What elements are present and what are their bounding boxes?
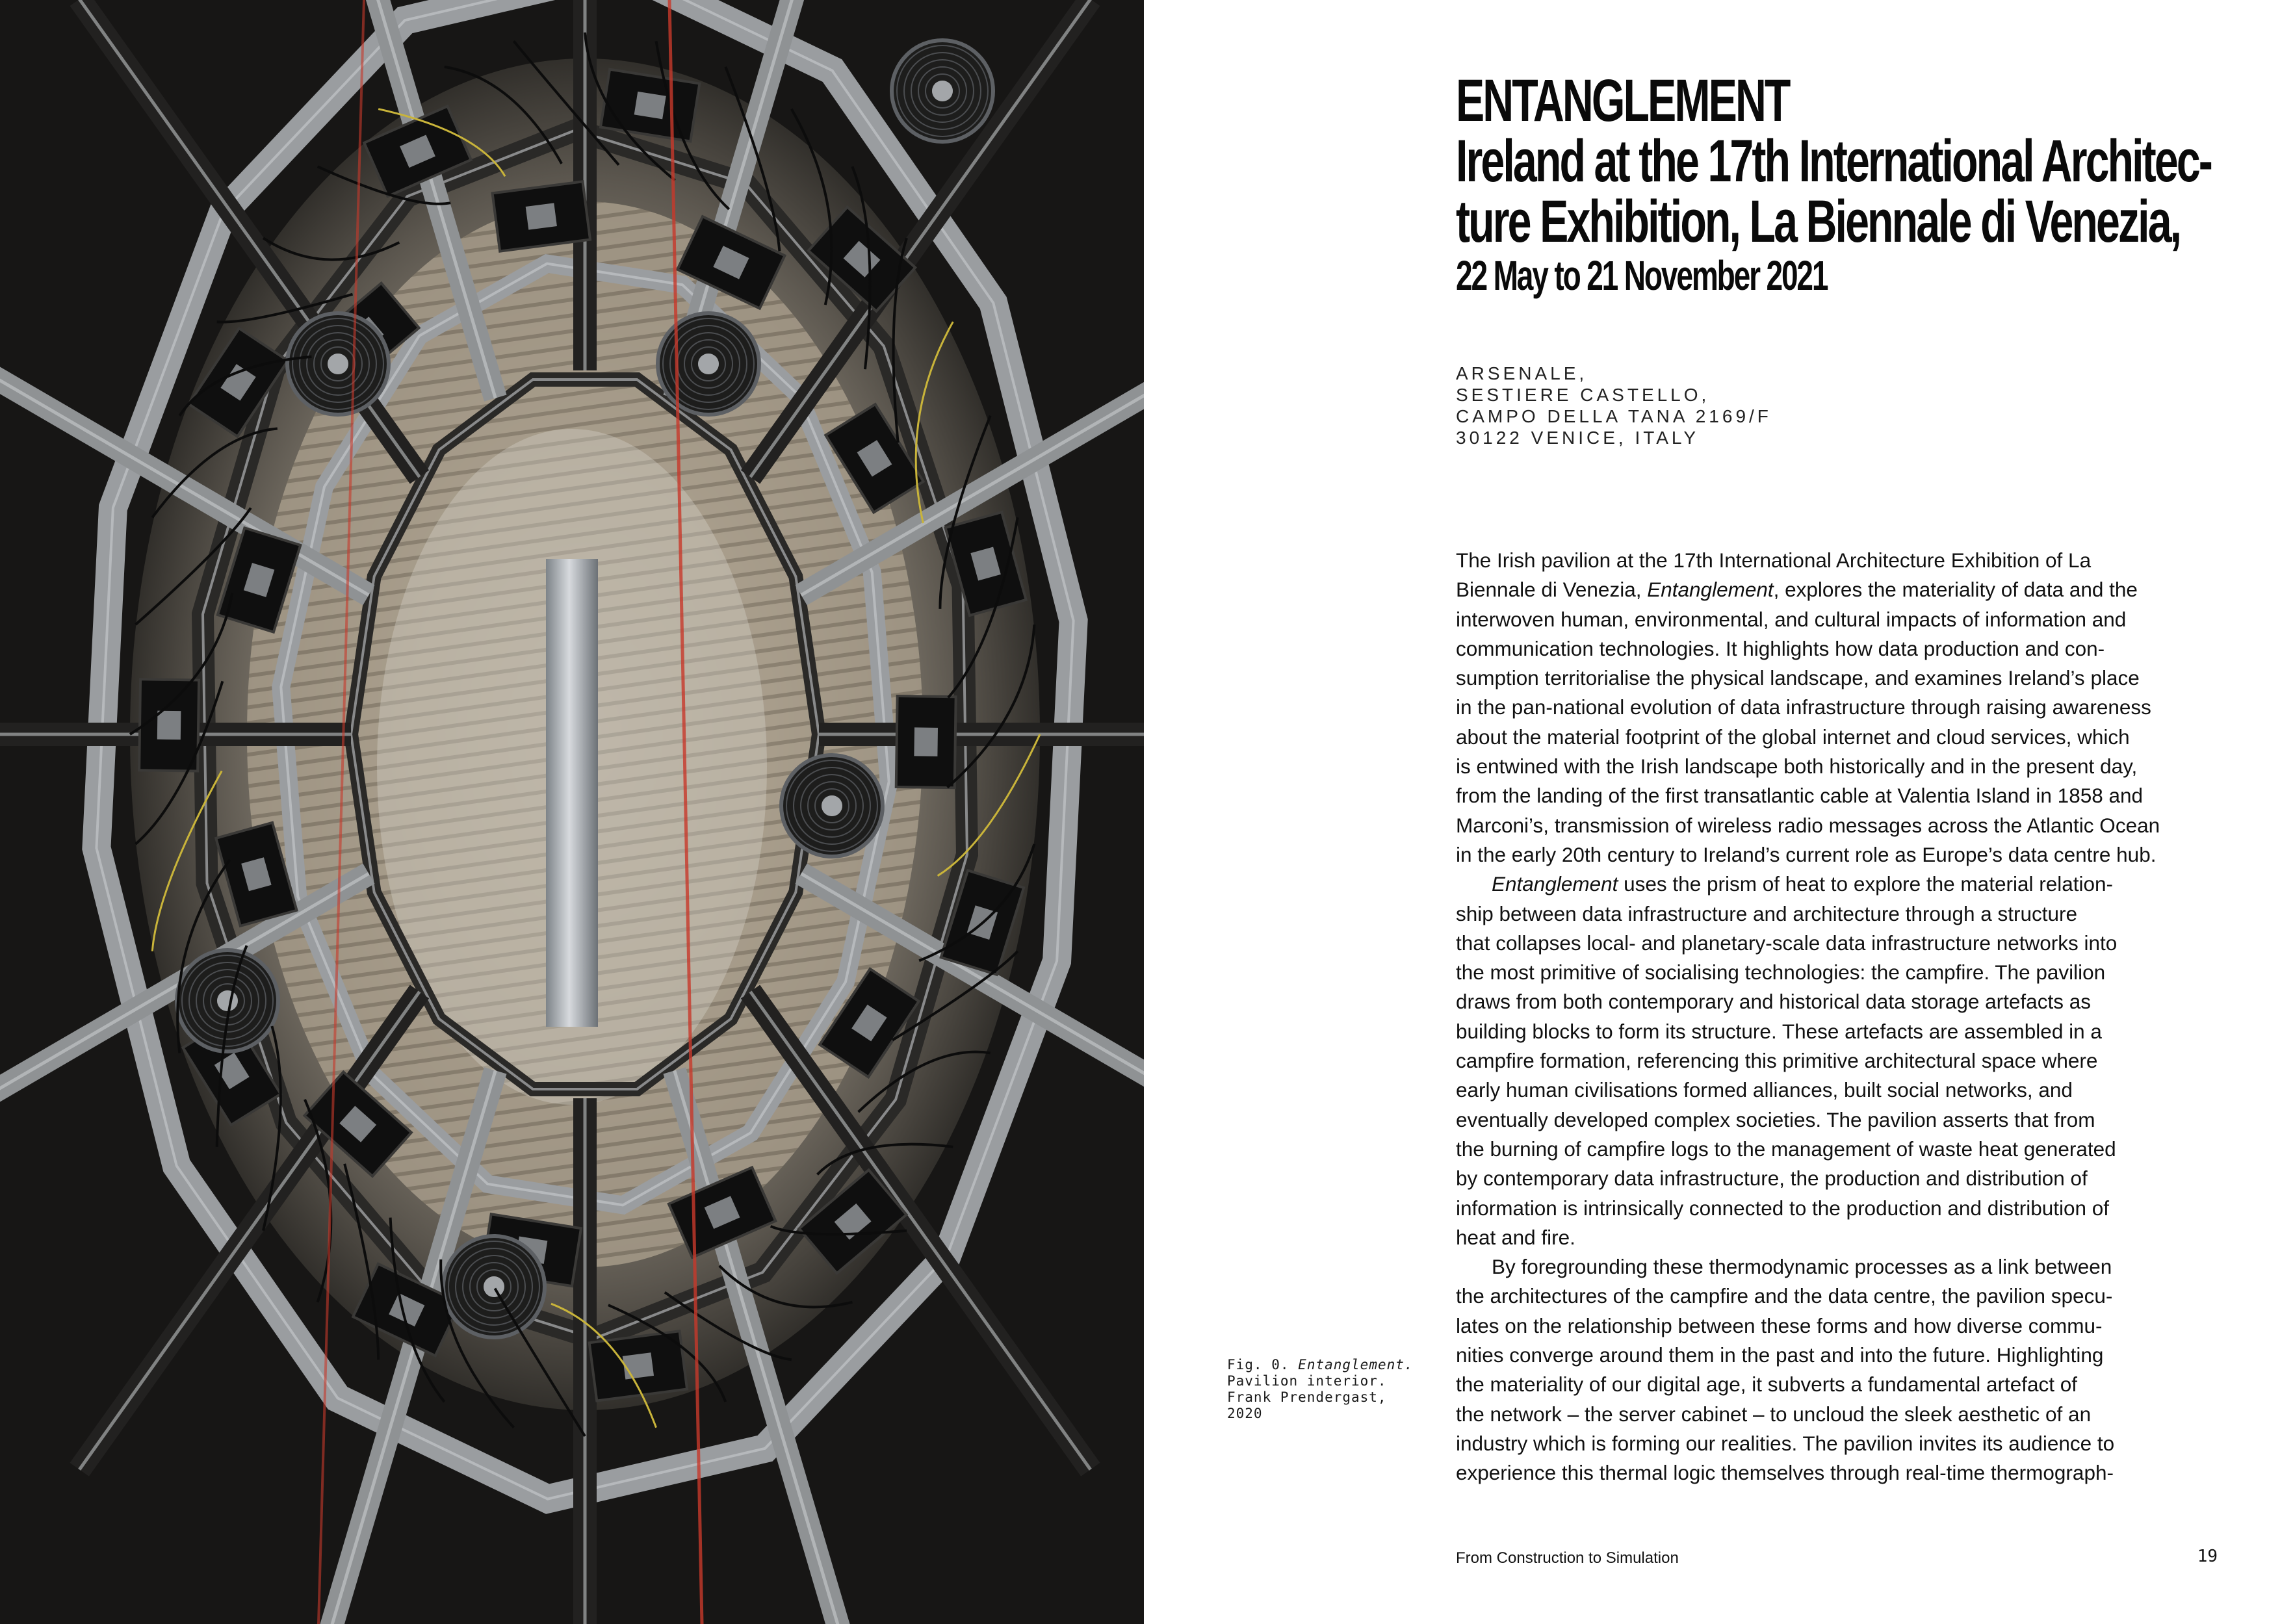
text-line: the materiality of our digital age, it subverts a fundamental artefact of: [1456, 1373, 2078, 1397]
text-run: , explores the materiality of data and the: [1773, 578, 2138, 602]
venue-address: [1456, 363, 1976, 448]
address-line: CAMPO DELLA TANA 2169/F: [1456, 406, 1772, 426]
running-footer: From Construction to Simulation: [1456, 1549, 1679, 1567]
text-line: lates on the relationship between these forms and how diverse commu-: [1456, 1313, 2103, 1337]
exhibition-dates: 22 May to 21 November 2021: [1456, 252, 1828, 299]
server-cabinet: [896, 696, 956, 788]
text-line: the most primitive of socialising technologies: the campfire. The pavilion: [1456, 960, 2106, 985]
address-line: 30122 VENICE, ITALY: [1456, 428, 1700, 448]
cabinet-panel: [157, 711, 181, 740]
text-line: the architectures of the campfire and the data centre, the pavilion specu-: [1456, 1284, 2113, 1308]
text-line: is entwined with the Irish landscape both historically and in the present day,: [1456, 754, 2138, 779]
text-line: draws from both contemporary and historical data storage artefacts as: [1456, 990, 2091, 1014]
text-line: building blocks to form its structure. These artefacts are assembled in a: [1456, 1019, 2102, 1043]
text-line: industry which is forming our realities. The pavilion invites its audience to: [1456, 1431, 2115, 1455]
paragraph-3: [1456, 1252, 2216, 1488]
text-line: in the early 20th century to Ireland’s current role as Europe’s data centre hub.: [1456, 842, 2157, 866]
caption-line: Frank Prendergast,: [1227, 1389, 1387, 1405]
heading-block: [1456, 70, 2249, 299]
fan: [443, 1236, 545, 1337]
text-line: Marconi’s, transmission of wireless radio messages across the Atlantic Ocean: [1456, 813, 2160, 837]
fan: [287, 313, 389, 415]
text-line: that collapses local- and planetary-scale data infrastructure networks into: [1456, 931, 2118, 955]
text-line: communication technologies. It highlights how data production and con-: [1456, 636, 2105, 660]
caption-line: 2020: [1227, 1406, 1263, 1421]
text-line: early human civilisations formed alliances, built social networks, and: [1456, 1078, 2073, 1102]
text-line: about the material footprint of the global internet and cloud services, which: [1456, 725, 2130, 749]
text-run: Biennale di Venezia,: [1456, 578, 1648, 602]
text-line: sumption territorialise the physical landscape, and examines Ireland’s place: [1456, 666, 2140, 690]
subtitle-line: ture Exhibition, La Biennale di Venezia,: [1456, 188, 2181, 255]
address-line: SESTIERE CASTELLO,: [1456, 385, 1710, 405]
text-line: campfire formation, referencing this primitive architectural space where: [1456, 1049, 2098, 1073]
text-run: uses the prism of heat to explore the material relation-: [1618, 872, 2114, 896]
fan-hub: [698, 354, 719, 374]
fan-hub: [932, 81, 953, 101]
paragraph-2: [1456, 870, 2216, 1252]
text-line: information is intrinsically connected to the production and distribution of: [1456, 1196, 2110, 1220]
text-line: [1456, 575, 2216, 604]
text-line: experience this thermal logic themselves through real-time thermograph-: [1456, 1461, 2114, 1485]
fan: [781, 755, 883, 857]
text-line: heat and fire.: [1456, 1225, 1575, 1249]
text-line: in the pan-national evolution of data infrastructure through raising awareness: [1456, 695, 2151, 719]
figure-caption: [1227, 1357, 1422, 1422]
text-line: nities converge around them in the past and into the future. Highlighting: [1456, 1343, 2104, 1367]
page-number: 19: [2197, 1547, 2218, 1566]
text-line: The Irish pavilion at the 17th International Architecture Exhibition of La: [1456, 548, 2092, 572]
cabinet-panel: [526, 203, 557, 229]
caption-line: Pavilion interior.: [1227, 1373, 1387, 1389]
cabinet-panel: [634, 92, 666, 119]
cabinet-panel: [914, 727, 938, 756]
body-text: [1456, 546, 2216, 1488]
caption-title: Entanglement.: [1298, 1357, 1414, 1373]
text-line: the network – the server cabinet – to uncloud the sleek aesthetic of an: [1456, 1402, 2092, 1426]
caption-first-line: [1227, 1357, 1422, 1373]
caption-prefix: Fig. 0.: [1227, 1357, 1289, 1373]
fan-hub: [328, 354, 348, 374]
cabinet-panel: [623, 1352, 654, 1379]
fan: [892, 40, 993, 142]
text-line: eventually developed complex societies. The pavilion asserts that from: [1456, 1107, 2095, 1131]
subtitle-line: Ireland at the 17th International Architec-: [1456, 128, 2211, 194]
text-line: by contemporary data infrastructure, the production and distribution of: [1456, 1166, 2088, 1191]
server-cabinet: [139, 679, 199, 771]
text-line: from the landing of the first transatlantic cable at Valentia Island in 1858 and: [1456, 784, 2144, 808]
fan-hub: [484, 1276, 504, 1297]
fan-hub: [822, 795, 842, 816]
fan: [177, 950, 278, 1051]
page-title: ENTANGLEMENT: [1456, 68, 1789, 134]
server-cabinet: [493, 181, 590, 251]
fan: [658, 313, 759, 415]
text-line: By foregrounding these thermodynamic processes as a link between: [1492, 1255, 2112, 1279]
text-line: interwoven human, environmental, and cultural impacts of information and: [1456, 607, 2127, 631]
text-line: [1456, 870, 2216, 899]
address-line: ARSENALE,: [1456, 363, 1588, 383]
text-line: ship between data infrastructure and architecture through a structure: [1456, 901, 2078, 925]
text-line: the burning of campfire logs to the management of waste heat generated: [1456, 1137, 2116, 1161]
central-duct: [546, 559, 598, 1027]
italic-title: Entanglement: [1492, 872, 1618, 896]
server-cabinet: [601, 70, 699, 142]
italic-title: Entanglement: [1647, 578, 1774, 602]
fan-hub: [217, 990, 238, 1011]
paragraph-1: [1456, 546, 2216, 870]
